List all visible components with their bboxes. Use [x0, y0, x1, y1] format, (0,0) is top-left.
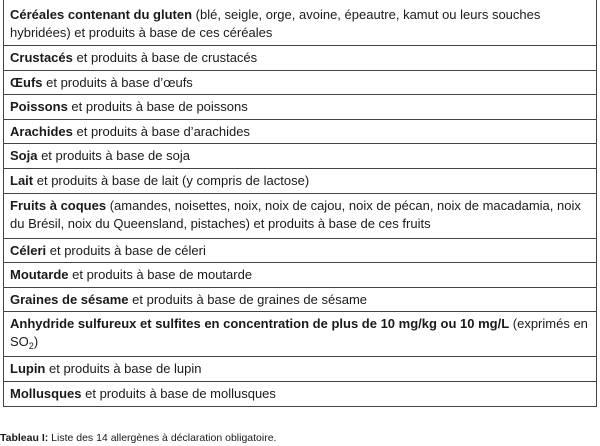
- row-title: Crustacés: [10, 50, 73, 65]
- row-text: (amandes, noisettes, noix, noix de cajou, noix de pécan, noix de macadamia, noix du Brésil, noix du Queensland, pistaches) et produits à base de ces fruits: [10, 197, 581, 231]
- caption-text: Liste des 14 allergènes à déclaration obligatoire.: [48, 432, 277, 444]
- row-title: Lait: [10, 172, 34, 188]
- table-row: [3, 143, 597, 168]
- row-text: et produits à base de céleri: [46, 242, 206, 258]
- row-title: Graines de sésame: [10, 291, 129, 307]
- table-row: [3, 262, 597, 287]
- table-row: [3, 356, 597, 381]
- row-title: Moutarde: [10, 267, 69, 283]
- row-title: Poissons: [10, 99, 68, 115]
- table-row: [3, 70, 597, 95]
- row-text: et produits à base de soja: [37, 148, 190, 164]
- row-title: Céleri: [10, 242, 47, 258]
- table-row: [3, 238, 597, 263]
- row-title: Arachides: [10, 123, 73, 139]
- row-text: et produits à base de graines de sésame: [128, 291, 368, 307]
- row-title: Œufs: [10, 74, 43, 90]
- table-row: [3, 168, 597, 193]
- row-text: (exprimés en SO: [10, 316, 588, 350]
- caption-label: Tableau I:: [0, 432, 49, 444]
- subscript: 2: [28, 341, 34, 352]
- row-text: et produits à base de mollusques: [81, 385, 276, 401]
- table-row: [3, 0, 597, 45]
- table-row: [3, 193, 597, 238]
- row-text: et produits à base de lait (y compris de lactose): [33, 172, 310, 188]
- table-row: [3, 287, 597, 312]
- row-title: Soja: [10, 148, 38, 164]
- row-title: Anhydride sulfureux et sulfites en concentration de plus de 10 mg/kg ou 10 mg/L: [10, 316, 510, 332]
- table-row: [3, 311, 597, 356]
- row-title: Lupin: [10, 361, 46, 377]
- row-text: et produits à base de crustacés: [72, 50, 258, 65]
- row-text: et produits à base d’œufs: [42, 74, 193, 90]
- row-text: et produits à base de moutarde: [68, 267, 253, 283]
- row-text: (blé, seigle, orge, avoine, épeautre, kamut ou leurs souches hybridées) et produits à base de ces céréales: [10, 7, 541, 40]
- row-title: Mollusques: [10, 385, 82, 401]
- row-text-tail: ): [33, 334, 39, 350]
- table-row: [3, 381, 597, 406]
- table-row: [3, 45, 597, 70]
- row-title: Céréales contenant du gluten: [10, 7, 193, 22]
- row-text: et produits à base de poissons: [67, 99, 248, 115]
- allergen-table: [3, 0, 597, 407]
- table-row: [3, 119, 597, 144]
- row-text: et produits à base d’arachides: [72, 123, 250, 139]
- table-row: [3, 94, 597, 119]
- table-caption: [0, 432, 276, 445]
- row-text: et produits à base de lupin: [45, 361, 202, 377]
- row-title: Fruits à coques: [10, 197, 107, 213]
